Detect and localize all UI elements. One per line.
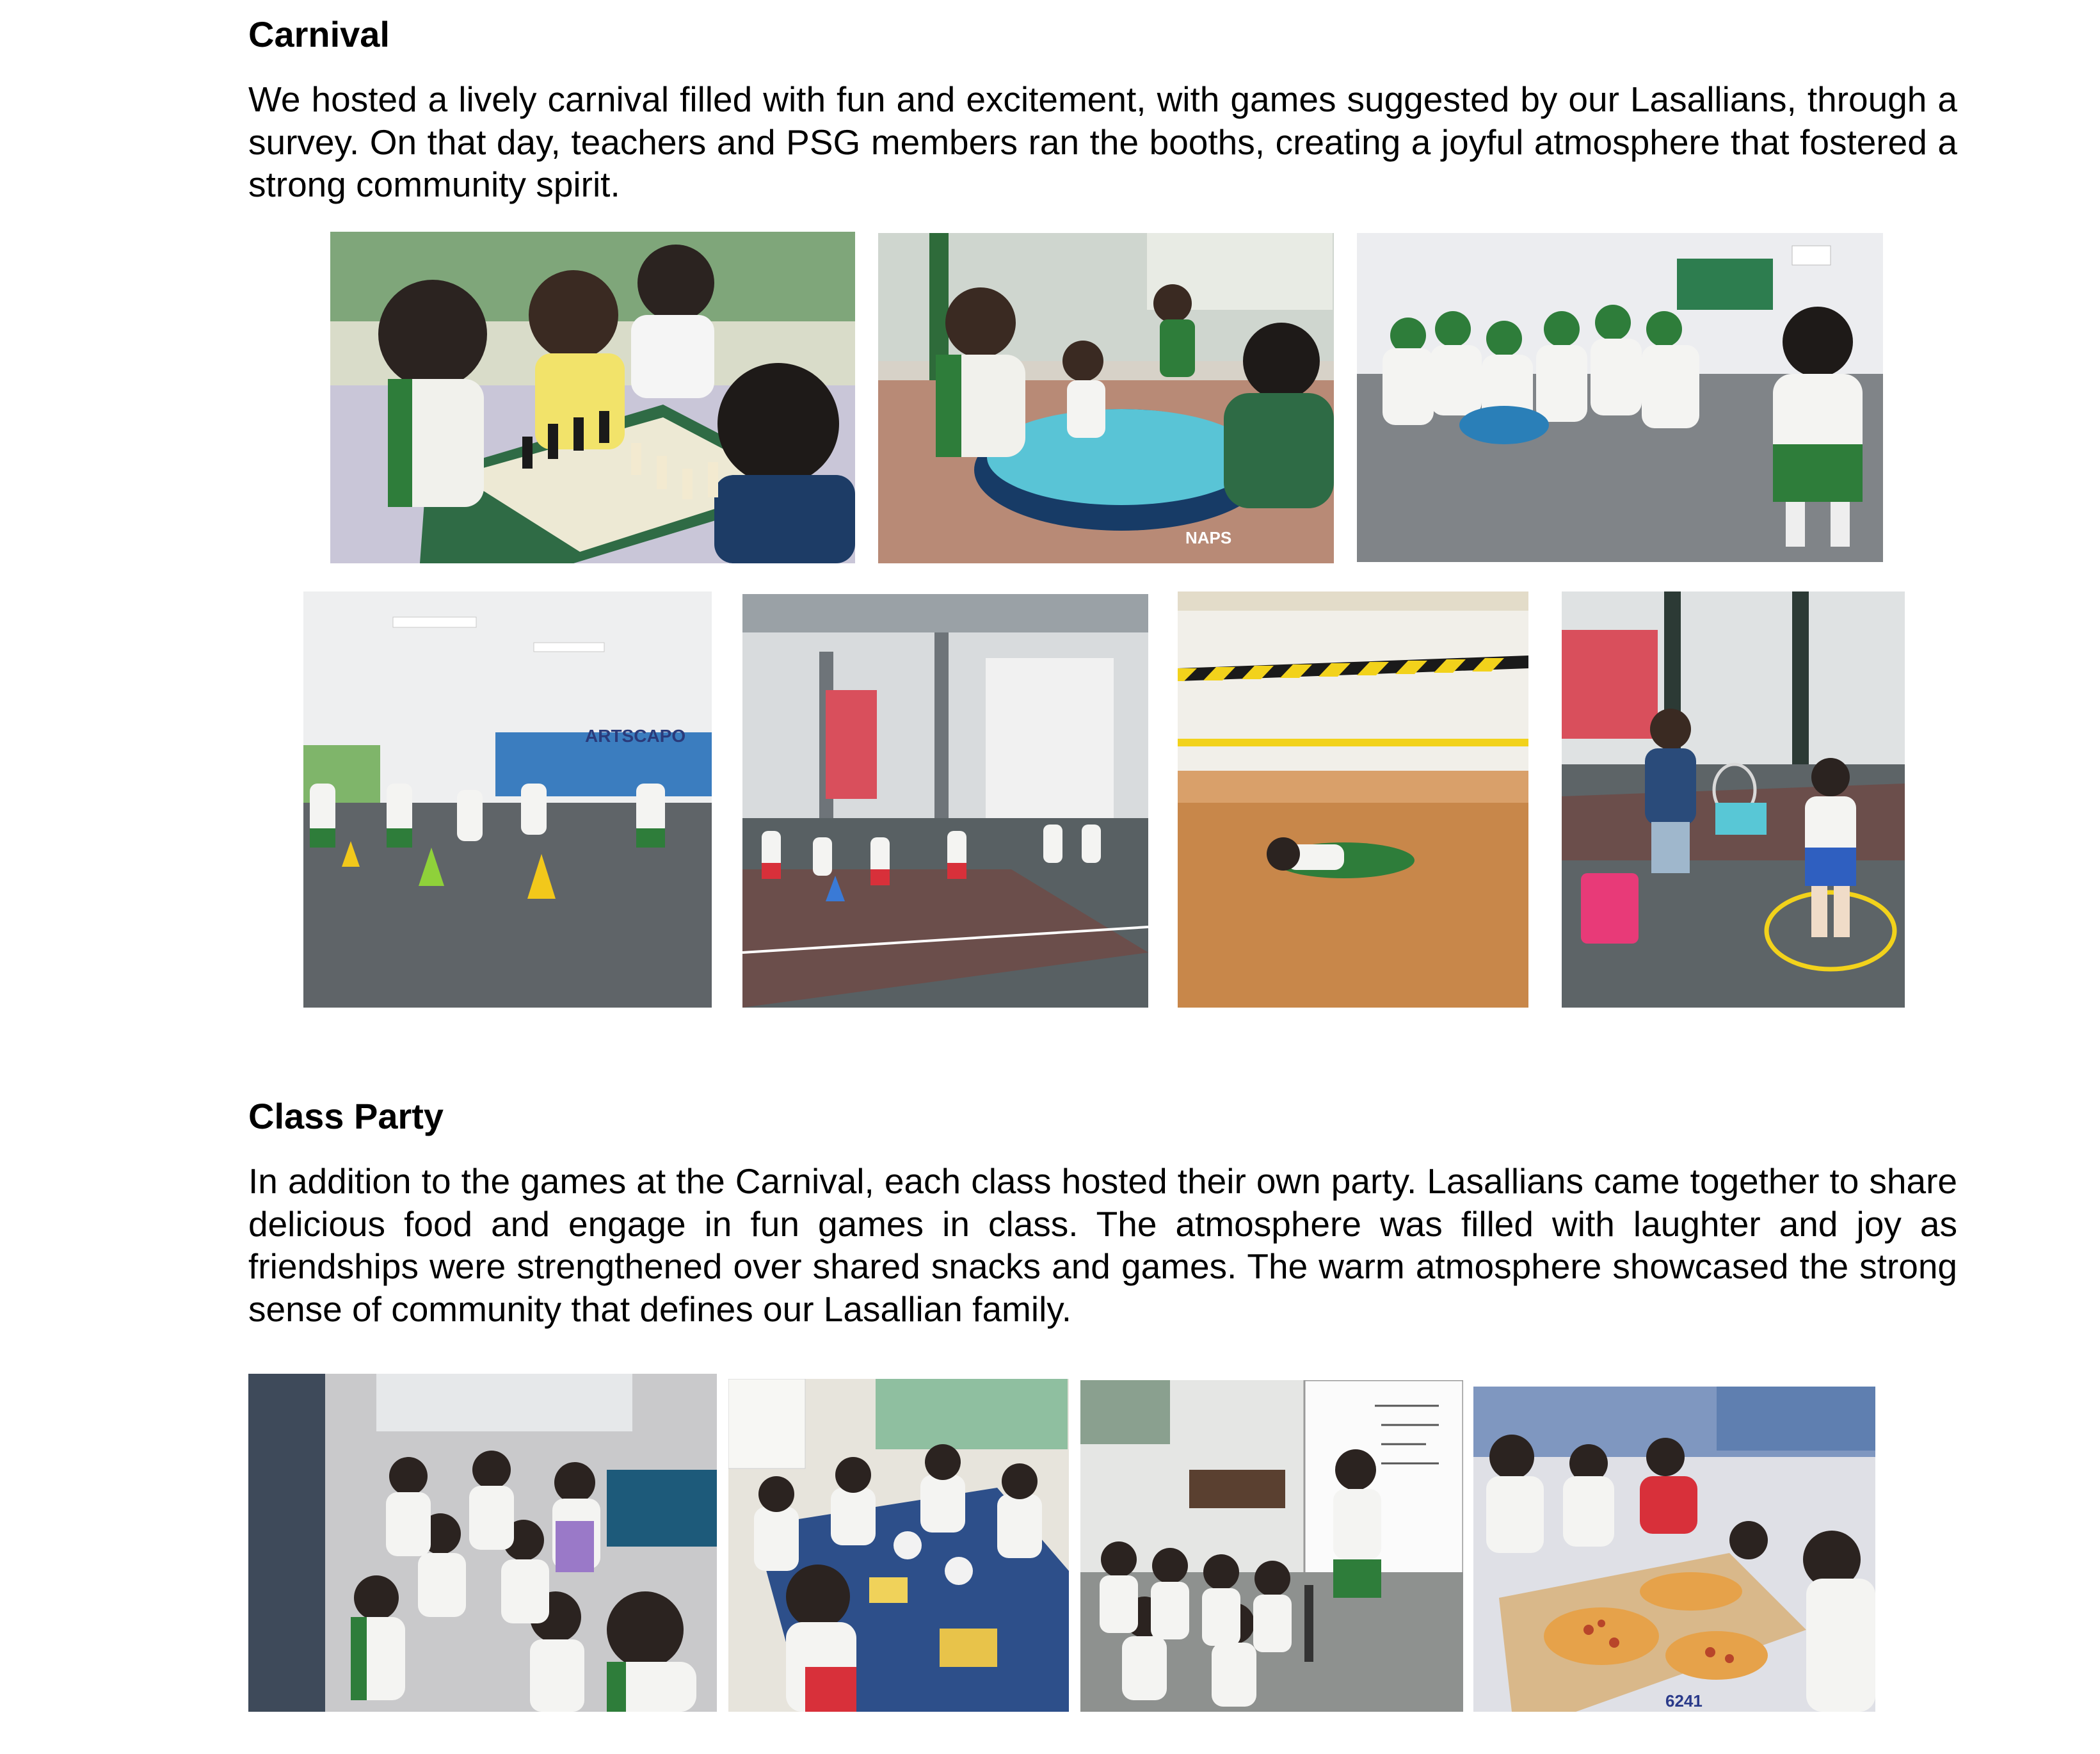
mural-sign-text: ARTSCAPO: [585, 726, 686, 746]
carnival-photo-chess: [330, 232, 855, 563]
carnival-photo-court-run: [742, 594, 1148, 1008]
pool-print-text: NAPS: [1185, 528, 1232, 547]
carnival-photo-badminton-hoop: [1562, 591, 1905, 1008]
section-heading-class-party: Class Party: [248, 1096, 444, 1136]
party-photo-food-desks: [728, 1379, 1069, 1712]
pizza-box-text: 6241: [1665, 1691, 1703, 1710]
class-party-description: In addition to the games at the Carnival, each class hosted their own party. Lasallians came together to share delicious food and engage in fun games in class. The atmosphere was filled with laughter and joy as friendships were strengthened over shared snacks and games. The warm atmosphere showcased the strong sense of community that defines our Lasallian family.: [248, 1161, 1957, 1329]
carnival-photo-fishing-pool: [878, 233, 1334, 563]
party-photo-whiteboard: [1080, 1380, 1463, 1712]
carnival-description: We hosted a lively carnival filled with fun and excitement, with games suggested by our Lasallians, through a survey. On that day, teachers and PSG members ran the booths, creating a joyful atmosphere that fostered a strong community spirit.: [248, 79, 1957, 204]
section-heading-carnival: Carnival: [248, 14, 390, 54]
carnival-photo-hall-seated: [1357, 233, 1883, 562]
party-photo-pizza: [1473, 1387, 1875, 1712]
carnival-photo-gym-slide: [1178, 591, 1528, 1008]
carnival-photo-relay-cones: [303, 591, 712, 1008]
party-photo-classroom-floor: [248, 1374, 717, 1712]
